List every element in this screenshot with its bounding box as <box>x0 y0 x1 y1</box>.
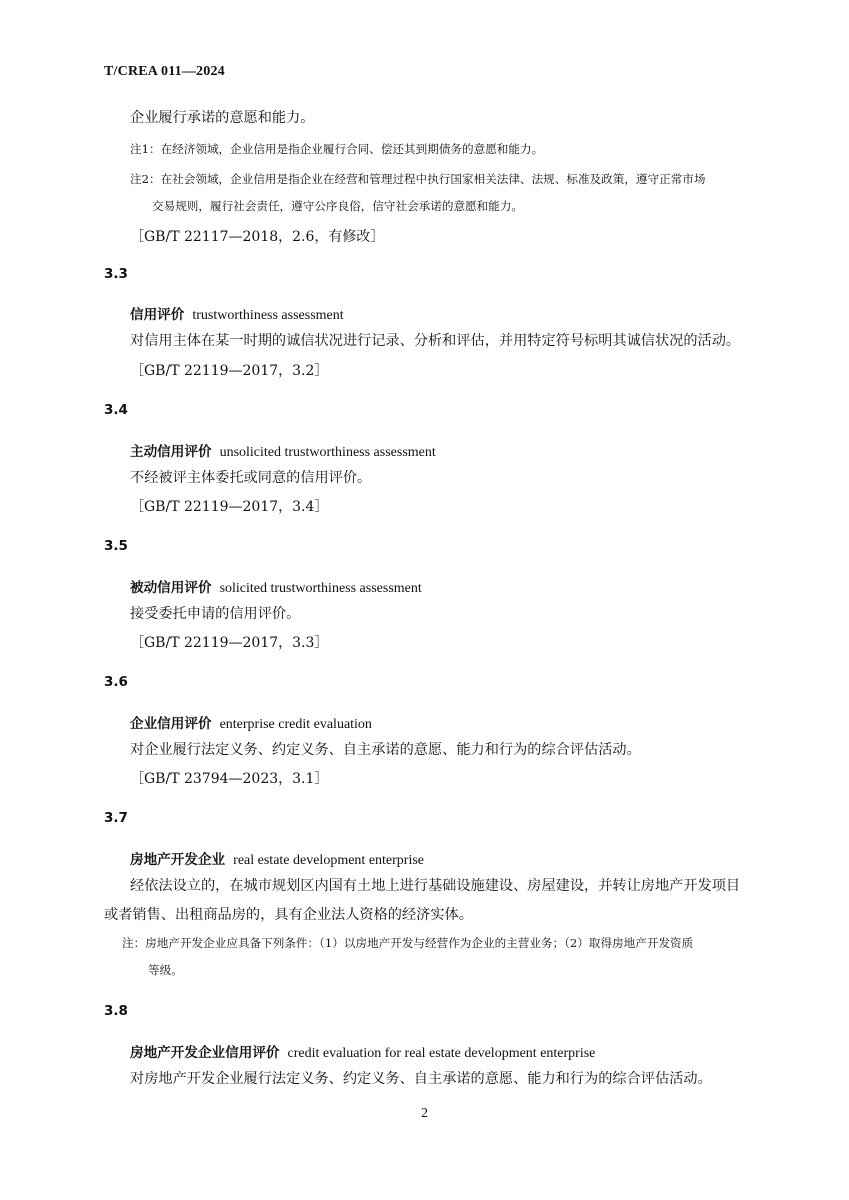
term-note-line-2: 等级。 <box>148 963 183 977</box>
note-2-line-2: 交易规则，履行社会责任，遵守公序良俗，信守社会承诺的意愿和能力。 <box>152 199 524 213</box>
page-number: 2 <box>421 1106 428 1121</box>
term-definition-line-1: 经依法设立的，在城市规划区内国有土地上进行基础设施建设、房屋建设，并转让房地产开发项目 <box>130 878 741 894</box>
term-chinese: 信用评价 <box>130 307 185 323</box>
section-number: 3.3 <box>104 266 128 282</box>
note-1: 注1：在经济领域，企业信用是指企业履行合同、偿还其到期债务的意愿和能力。 <box>130 142 544 156</box>
term-definition: 对房地产开发企业履行法定义务、约定义务、自主承诺的意愿、能力和行为的综合评估活动。 <box>130 1071 712 1087</box>
note-2-line-1: 注2：在社会领域，企业信用是指企业在经营和管理过程中执行国家相关法律、法规、标准及政策，遵守正常市场 <box>130 172 706 186</box>
term-english: enterprise credit evaluation <box>219 717 372 732</box>
term-english: real estate development enterprise <box>233 853 425 868</box>
source-reference: ［GB/T 22119—2017，3.4］ <box>130 499 329 515</box>
term-heading <box>130 712 372 733</box>
term-chinese: 主动信用评价 <box>130 444 212 460</box>
term-heading <box>130 440 436 461</box>
term-heading <box>130 576 422 597</box>
term-definition: 对企业履行法定义务、约定义务、自主承诺的意愿、能力和行为的综合评估活动。 <box>130 742 641 758</box>
term-heading <box>130 848 424 869</box>
source-reference: ［GB/T 22119—2017，3.3］ <box>130 635 329 651</box>
section-number: 3.8 <box>104 1003 128 1019</box>
term-definition: 对信用主体在某一时期的诚信状况进行记录、分析和评估，并用特定符号标明其诚信状况的活动。 <box>130 333 741 349</box>
term-chinese: 房地产开发企业 <box>130 852 226 868</box>
section-number: 3.5 <box>104 538 128 554</box>
term-heading <box>130 1041 595 1062</box>
term-english: trustworthiness assessment <box>192 308 344 323</box>
section-number: 3.6 <box>104 674 128 690</box>
section-number: 3.4 <box>104 402 128 418</box>
term-definition: 不经被评主体委托或同意的信用评价。 <box>130 470 372 486</box>
term-english: unsolicited trustworthiness assessment <box>219 445 436 460</box>
source-reference: ［GB/T 22117—2018，2.6，有修改］ <box>130 229 385 245</box>
term-definition-line-2: 或者销售、出租商品房的，具有企业法人资格的经济实体。 <box>104 907 473 923</box>
section-number: 3.7 <box>104 810 128 826</box>
term-english: credit evaluation for real estate development enterprise <box>287 1046 596 1061</box>
term-definition: 接受委托申请的信用评价。 <box>130 606 301 622</box>
term-heading <box>130 303 344 324</box>
term-chinese: 企业信用评价 <box>130 716 212 732</box>
term-chinese: 房地产开发企业信用评价 <box>130 1045 280 1061</box>
source-reference: ［GB/T 23794—2023，3.1］ <box>130 771 329 787</box>
document-id: T/CREA 011—2024 <box>104 64 225 79</box>
term-note-line-1: 注：房地产开发企业应具备下列条件：（1）以房地产开发与经营作为企业的主营业务；（2）取得房地产开发资质 <box>122 936 694 950</box>
definition-continuation: 企业履行承诺的意愿和能力。 <box>130 110 315 126</box>
term-english: solicited trustworthiness assessment <box>219 581 422 596</box>
term-chinese: 被动信用评价 <box>130 580 212 596</box>
source-reference: ［GB/T 22119—2017，3.2］ <box>130 363 329 379</box>
